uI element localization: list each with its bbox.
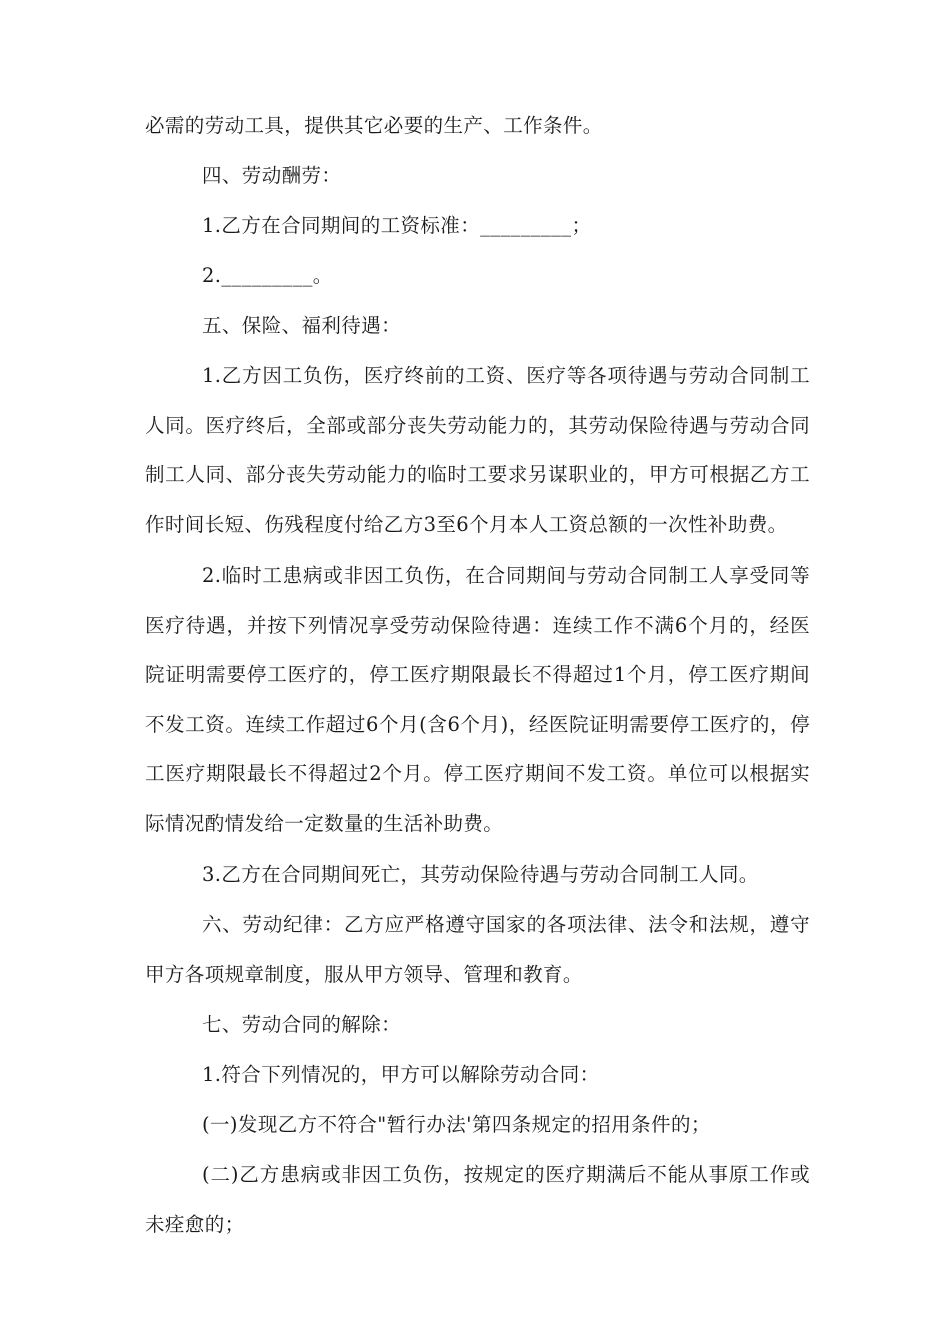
heading-insurance-welfare: 五、保险、福利待遇：: [202, 314, 402, 337]
paragraph-condition-2: (二)乙方患病或非因工负伤，按规定的医疗期满后不能从事原工作或未痊愈的；: [145, 1163, 810, 1236]
paragraph-condition-1: (一)发现乙方不符合"暂行办法'第四条规定的招用条件的；: [202, 1113, 711, 1136]
heading-contract-termination: 七、劳动合同的解除：: [202, 1013, 402, 1036]
paragraph-illness-treatment: 2.临时工患病或非因工负伤，在合同期间与劳动合同制工人享受同等医疗待遇，并按下列情况享受劳动保险待遇：连续工作不满6个月的，经医院证明需要停工医疗的，停工医疗期限最长不得超过1个月，停工医疗期间不发工资。连续工作超过6个月(含6个月)，经医院证明需要停工医疗的，停工医疗期限最长不得超过2个月。停工医疗期间不发工资。单位可以根据实际情况酌情发给一定数量的生活补助费。: [145, 564, 810, 835]
paragraph-termination-conditions: 1.符合下列情况的，甲方可以解除劳动合同：: [202, 1063, 600, 1086]
paragraph-death-benefits: 3.乙方在合同期间死亡，其劳动保险待遇与劳动合同制工人同。: [202, 863, 759, 886]
heading-remuneration: 四、劳动酬劳：: [202, 164, 342, 187]
paragraph-wage-standard: 1.乙方在合同期间的工资标准：_________；: [202, 214, 592, 237]
paragraph-labor-discipline: 六、劳动纪律：乙方应严格遵守国家的各项法律、法令和法规，遵守甲方各项规章制度，服从甲方领导、管理和教育。: [145, 913, 810, 986]
paragraph-item-2-blank: 2._________。: [202, 264, 333, 287]
paragraph-work-injury: 1.乙方因工负伤，医疗终前的工资、医疗等各项待遇与劳动合同制工人同。医疗终后，全部或部分丧失劳动能力的，其劳动保险待遇与劳动合同制工人同、部分丧失劳动能力的临时工要求另谋职业的，甲方可根据乙方工作时间长短、伤残程度付给乙方3至6个月本人工资总额的一次性补助费。: [145, 364, 810, 536]
paragraph-work-conditions: 必需的劳动工具，提供其它必要的生产、工作条件。: [145, 114, 603, 137]
